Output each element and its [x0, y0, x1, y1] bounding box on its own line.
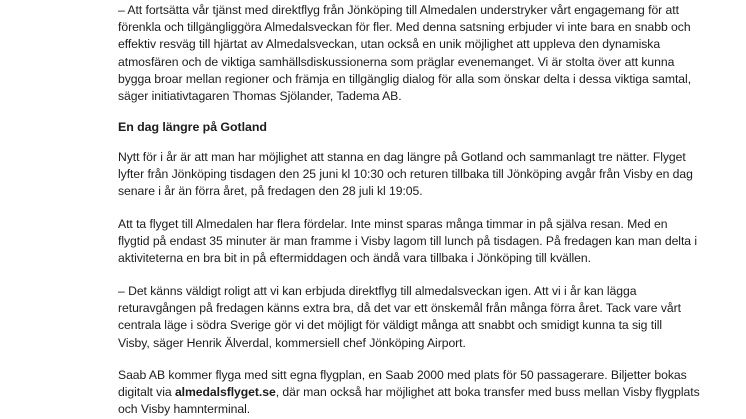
text-line: Att ta flyget till Almedalen har flera fördelar. Inte minst sparas många timmar in på själva resan. Med en — [118, 217, 668, 231]
text-line: Nytt för i år är att man har möjlighet att stanna en dag längre på Gotland och sammanlagt tre nätter. Flyget — [118, 150, 686, 164]
text-line: senare i år än förra året, på fredagen den 28 juli kl 19:05. — [118, 184, 423, 199]
quote-paragraph-thomas — [118, 2, 691, 105]
text-line: effektiv resväg till hjärtat av Almedalsveckan, utan också en unik möjlighet att uppleva den dynamiska — [118, 37, 661, 52]
text-line: returavgången på fredagen känns extra bra, då det var ett önskemål från många förra året. Tack vare vårt — [118, 301, 681, 316]
text-line: Visby, säger Henrik Älverdal, kommersiell chef Jönköping Airport. — [118, 335, 466, 350]
text-line: och Visby hamnterminal. — [118, 402, 251, 417]
text-line: – Det känns väldigt roligt att vi kan erbjuda direktflyg till almedalsveckan igen. Att vi i år kan lägga — [118, 284, 637, 298]
text-line: lyfter från Jönköping tisdagen den 25 juni kl 10:30 och returen tillbaka till Jönköping avgår från Visby en dag — [118, 167, 693, 182]
booking-paragraph — [118, 367, 700, 419]
quote-paragraph-henrik — [118, 283, 681, 352]
text-line: centrala läge i södra Sverige gör vi det möjligt för väldigt många att snabbt och smidigt kunna ta sig till — [118, 318, 663, 333]
text-line: förenkla och tillgängliggöra Almedalsveckan för fler. Med denna satsning erbjuder vi inte bara en snabb och — [118, 20, 691, 35]
text-line: flygtid på endast 35 minuter är man framme i Visby lagom till lunch på tisdagen. På fredagen kan man delta i — [118, 234, 698, 249]
advantages-paragraph — [118, 216, 697, 268]
new-this-year-paragraph — [118, 149, 693, 201]
text-fragment: , där man också har möjlighet att boka transfer med buss mellan Visby flygplats — [275, 385, 700, 400]
almedalsflyget-link[interactable]: almedalsflyget.se — [174, 385, 276, 400]
text-line: Saab AB kommer flyga med sitt egna flygplan, en Saab 2000 med plats för 50 passagerare. Biljetter bokas — [118, 368, 687, 382]
text-line: aktiviteterna en bra bit in på eftermiddagen och ändå vara tillbaka i Jönköping till kvällen. — [118, 251, 591, 266]
text-line: atmosfären och de viktiga samhällsdiskussionerna som präglar evenemanget. Vi är stolta över att kunna — [118, 54, 675, 69]
text-line: bygga broar mellan regioner och främja en tillgänglig dialog för alla som önskar delta i dessa viktiga samtal, — [118, 71, 692, 86]
text-line: säger initiativtagaren Thomas Sjölander, Tadema AB. — [118, 89, 402, 104]
section-heading: En dag längre på Gotland — [118, 120, 267, 134]
text-line-with-link — [118, 384, 700, 401]
text-line: – Att fortsätta vår tjänst med direktflyg från Jönköping till Almedalen understryker vårt engagemang för att — [118, 3, 679, 17]
text-fragment: digitalt via — [118, 385, 175, 400]
